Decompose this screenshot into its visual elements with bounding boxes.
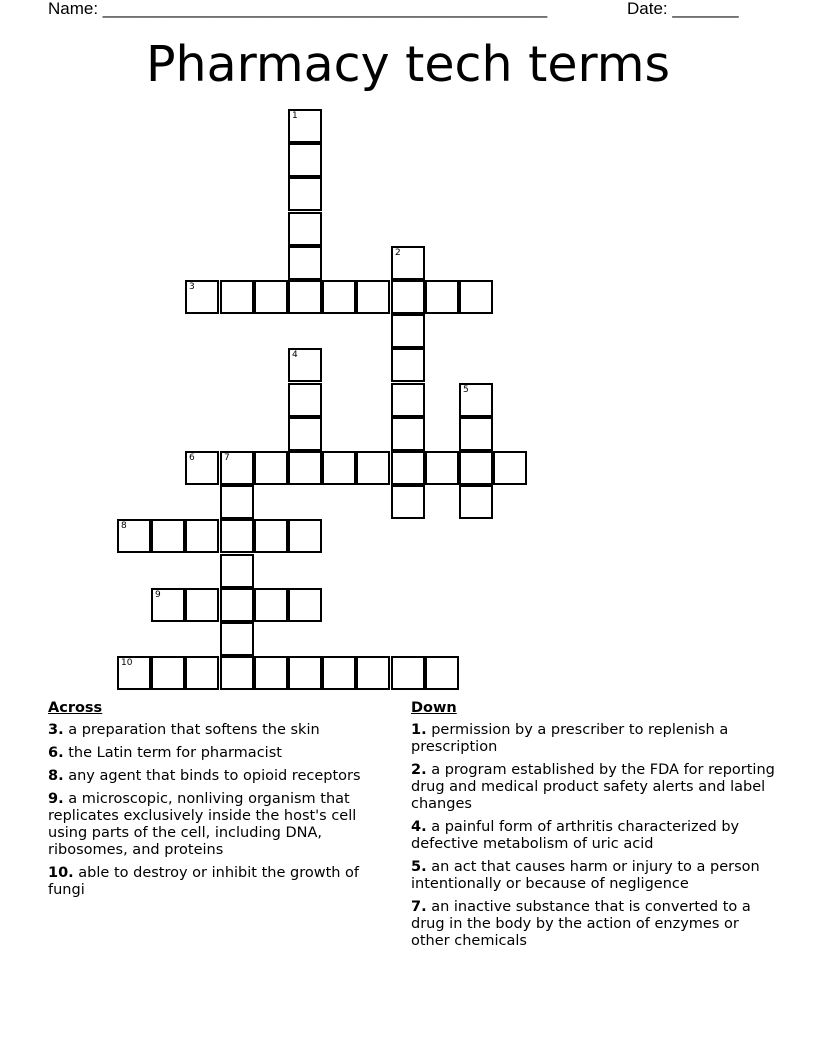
grid-cell[interactable]: [151, 588, 185, 622]
clue-text: an act that causes harm or injury to a person intentionally or because of negligence: [411, 859, 760, 892]
grid-cell[interactable]: [356, 451, 390, 485]
clue-text: permission by a prescriber to replenish a prescription: [411, 722, 729, 755]
clue-text: the Latin term for pharmacist: [68, 745, 282, 761]
clue-text: able to destroy or inhibit the growth of fungi: [48, 865, 360, 898]
grid-cell[interactable]: [391, 656, 425, 690]
grid-cell[interactable]: [288, 177, 322, 211]
grid-cell[interactable]: [220, 622, 254, 656]
name-line: Name: _______________________________________________: [48, 0, 548, 18]
clue-text: a program established by the FDA for reporting drug and medical product safety alerts and label changes: [411, 762, 775, 812]
cell-number: 2: [395, 248, 401, 258]
cell-number: 9: [155, 590, 161, 600]
clue-text: a microscopic, nonliving organism that replicates exclusively inside the host's cell using parts of the cell, including DNA, ribosomes, and proteins: [48, 791, 357, 858]
grid-cell[interactable]: [288, 280, 322, 314]
grid-cell[interactable]: [425, 451, 459, 485]
clue-text: any agent that binds to opioid receptors: [68, 768, 361, 784]
grid-cell[interactable]: [391, 314, 425, 348]
grid-cell[interactable]: [254, 451, 288, 485]
grid-cell[interactable]: [425, 280, 459, 314]
grid-cell[interactable]: [391, 451, 425, 485]
clue-across-6: [48, 745, 398, 762]
clue-down-2: [411, 762, 781, 813]
across-clue-list: [48, 722, 398, 899]
grid-cell[interactable]: [322, 451, 356, 485]
grid-cell[interactable]: [288, 348, 322, 382]
grid-cell[interactable]: [220, 656, 254, 690]
grid-cell[interactable]: [254, 280, 288, 314]
grid-cell[interactable]: [220, 451, 254, 485]
grid-cell[interactable]: [322, 280, 356, 314]
grid-cell[interactable]: [185, 280, 219, 314]
clue-number: 5.: [411, 859, 427, 875]
clue-across-10: [48, 865, 398, 899]
grid-cell[interactable]: [185, 656, 219, 690]
page-title: Pharmacy tech terms: [145, 36, 671, 93]
down-clue-list: [411, 722, 781, 950]
clue-down-7: [411, 899, 781, 950]
grid-cell[interactable]: [288, 143, 322, 177]
grid-cell[interactable]: [185, 451, 219, 485]
cell-number: 1: [292, 111, 298, 121]
grid-cell[interactable]: [288, 417, 322, 451]
cell-number: 4: [292, 350, 298, 360]
clue-number: 6.: [48, 745, 64, 761]
clue-number: 1.: [411, 722, 427, 738]
cell-number: 7: [224, 453, 230, 463]
date-line: Date: _______: [627, 0, 739, 18]
grid-cell[interactable]: [391, 246, 425, 280]
grid-cell[interactable]: [117, 519, 151, 553]
grid-cell[interactable]: [220, 554, 254, 588]
cell-number: 6: [189, 453, 195, 463]
grid-cell[interactable]: [185, 519, 219, 553]
down-clues: [411, 700, 781, 956]
clue-number: 8.: [48, 768, 64, 784]
grid-cell[interactable]: [391, 417, 425, 451]
grid-cell[interactable]: [459, 485, 493, 519]
grid-cell[interactable]: [254, 588, 288, 622]
cell-number: 3: [189, 282, 195, 292]
across-clues: [48, 700, 398, 905]
grid-cell[interactable]: [322, 656, 356, 690]
grid-cell[interactable]: [254, 656, 288, 690]
down-heading: Down: [411, 700, 457, 716]
clue-number: 2.: [411, 762, 427, 778]
grid-cell[interactable]: [288, 246, 322, 280]
clue-down-5: [411, 859, 781, 893]
grid-cell[interactable]: [459, 383, 493, 417]
grid-cell[interactable]: [151, 519, 185, 553]
grid-cell[interactable]: [288, 656, 322, 690]
clue-down-4: [411, 819, 781, 853]
clue-text: a preparation that softens the skin: [68, 722, 320, 738]
grid-cell[interactable]: [356, 280, 390, 314]
clue-number: 4.: [411, 819, 427, 835]
clue-across-8: [48, 768, 398, 785]
grid-cell[interactable]: [254, 519, 288, 553]
grid-cell[interactable]: [459, 417, 493, 451]
grid-cell[interactable]: [391, 280, 425, 314]
grid-cell[interactable]: [288, 383, 322, 417]
grid-cell[interactable]: [391, 485, 425, 519]
grid-cell[interactable]: [288, 451, 322, 485]
grid-cell[interactable]: [288, 519, 322, 553]
grid-cell[interactable]: [425, 656, 459, 690]
grid-cell[interactable]: [493, 451, 527, 485]
grid-cell[interactable]: [185, 588, 219, 622]
clue-number: 10.: [48, 865, 74, 881]
grid-cell[interactable]: [288, 588, 322, 622]
grid-cell[interactable]: [220, 485, 254, 519]
grid-cell[interactable]: [459, 451, 493, 485]
clue-down-1: [411, 722, 781, 756]
grid-cell[interactable]: [220, 588, 254, 622]
cell-number: 8: [121, 521, 127, 531]
grid-cell[interactable]: [288, 212, 322, 246]
grid-cell[interactable]: [391, 383, 425, 417]
grid-cell[interactable]: [220, 519, 254, 553]
cell-number: 10: [121, 658, 133, 668]
grid-cell[interactable]: [288, 109, 322, 143]
across-heading: Across: [48, 700, 103, 716]
clue-text: a painful form of arthritis characterized by defective metabolism of uric acid: [411, 819, 740, 852]
grid-cell[interactable]: [220, 280, 254, 314]
cell-number: 5: [463, 385, 469, 395]
grid-cell[interactable]: [151, 656, 185, 690]
clue-number: 9.: [48, 791, 64, 807]
clue-number: 7.: [411, 899, 427, 915]
grid-cell[interactable]: [391, 348, 425, 382]
clue-across-9: [48, 791, 398, 859]
clue-text: an inactive substance that is converted to a drug in the body by the action of enzymes or other chemicals: [411, 899, 751, 949]
grid-cell[interactable]: [117, 656, 151, 690]
clue-number: 3.: [48, 722, 64, 738]
clue-across-3: [48, 722, 398, 739]
grid-cell[interactable]: [356, 656, 390, 690]
grid-cell[interactable]: [459, 280, 493, 314]
